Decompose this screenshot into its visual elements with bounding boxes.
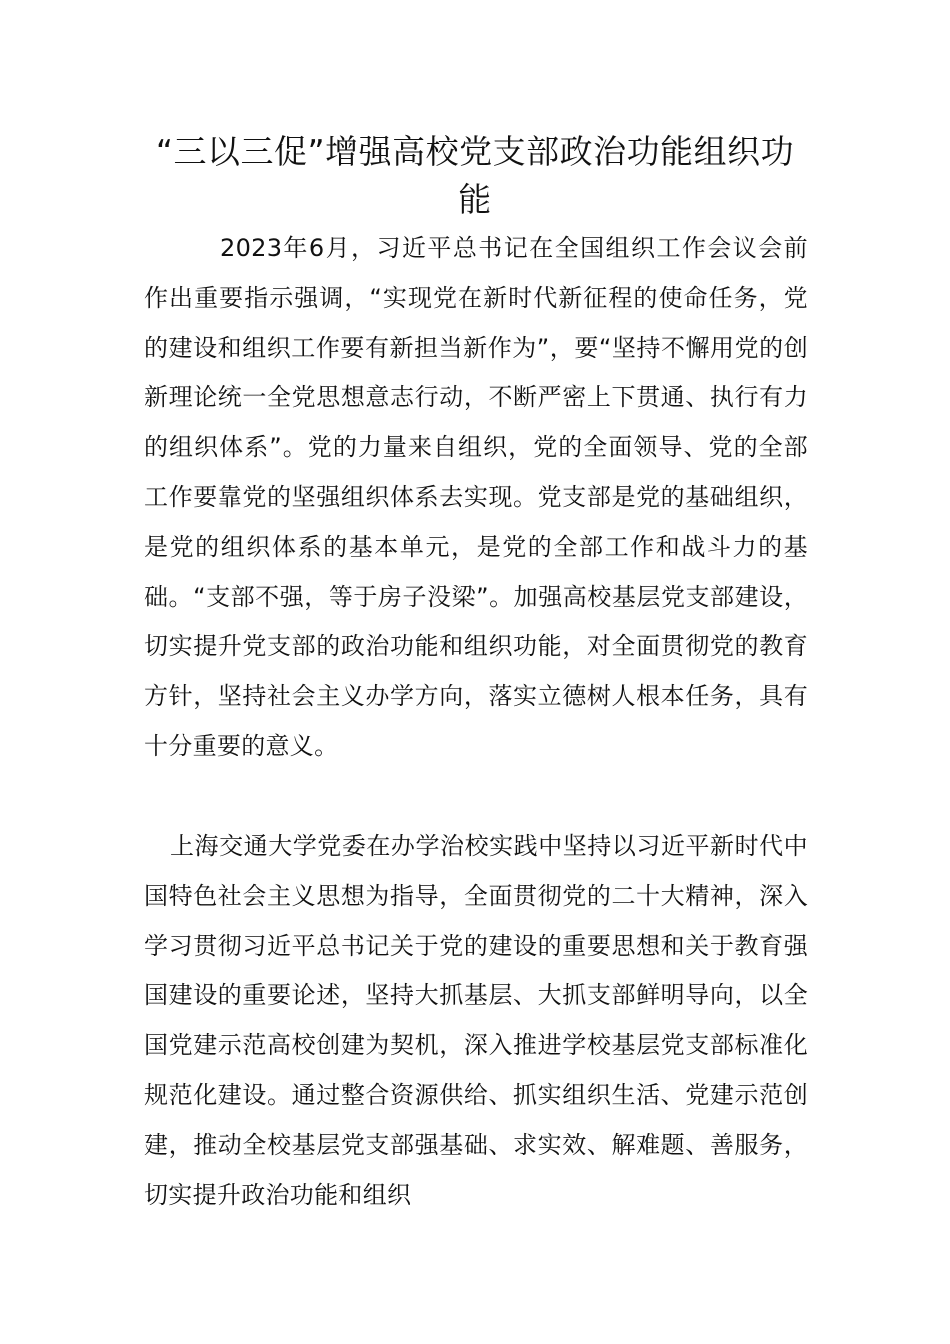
paragraph-1: 2023年6月，习近平总书记在全国组织工作会议会前作出重要指示强调，“实现党在新时代新征程的使命任务，党的建设和组织工作要有新担当新作为”，要“坚持不懈用党的创新理论统一全党思想意志行动，不断严密上下贯通、执行有力的组织体系”。党的力量来自组织，党的全面领导、党的全部工作要靠党的坚强组织体系去实现。党支部是党的基础组织，是党的组织体系的基本单元，是党的全部工作和战斗力的基础。“支部不强，等于房子没梁”。加强高校基层党支部建设，切实提升党支部的政治功能和组织功能，对全面贯彻党的教育方针，坚持社会主义办学方向，落实立德树人根本任务，具有十分重要的意义。 (144, 234, 808, 760)
document-title: “三以三促”增强高校党支部政治功能组织功能 (155, 132, 795, 219)
paragraph-2: 上海交通大学党委在办学治校实践中坚持以习近平新时代中国特色社会主义思想为指导，全面贯彻党的二十大精神，深入学习贯彻习近平总书记关于党的建设的重要思想和关于教育强国建设的重要论述，坚持大抓基层、大抓支部鲜明导向，以全国党建示范高校创建为契机，深入推进学校基层党支部标准化规范化建设。通过整合资源供给、抓实组织生活、党建示范创建，推动全校基层党支部强基础、求实效、解难题、善服务，切实提升政治功能和组织 (144, 832, 808, 1209)
